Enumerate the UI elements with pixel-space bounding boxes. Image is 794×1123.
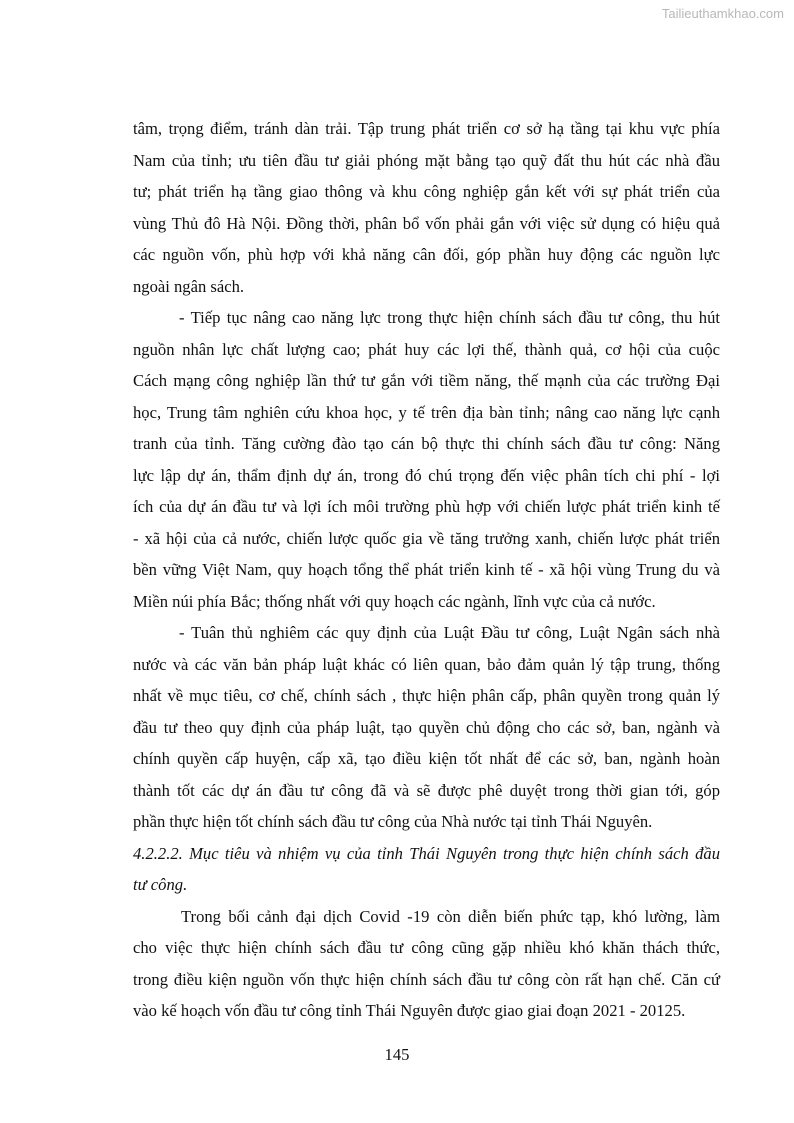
text-line: nhất về mục tiêu, cơ chế, chính sách , thực hiện phân cấp, phân quyền trong quản lý — [133, 686, 720, 705]
text-line: Trong bối cảnh đại dịch Covid -19 còn diễn biến phức tạp, khó lường, làm — [181, 906, 720, 926]
text-line: trong điều kiện nguồn vốn thực hiện chính sách đầu tư công còn rất hạn chế. Căn cứ — [133, 969, 720, 989]
text-line: ngoài ngân sách. — [133, 276, 245, 296]
page-body — [133, 113, 720, 1027]
text-line: - Tuân thủ nghiêm các quy định của Luật Đầu tư công, Luật Ngân sách nhà — [179, 623, 720, 642]
heading-line: tư công. — [133, 875, 188, 894]
text-line: lực lập dự án, thẩm định dự án, trong đó chú trọng đến việc phân tích chi phí - lợi — [133, 465, 720, 485]
text-line: tư; phát triển hạ tầng giao thông và khu công nghiệp gắn kết với sự phát triển của — [133, 182, 720, 201]
text-line: nguồn nhân lực chất lượng cao; phát huy các lợi thế, thành quả, cơ hội của cuộc — [133, 339, 720, 359]
heading-line: 4.2.2.2. Mục tiêu và nhiệm vụ của tỉnh Thái Nguyên trong thực hiện chính sách đầu — [133, 843, 720, 863]
text-line: Miền núi phía Bắc; thống nhất với quy hoạch các ngành, lĩnh vực của cả nước. — [133, 591, 656, 611]
paragraph-covid-context — [133, 901, 720, 1027]
paragraph-regional-investment — [133, 113, 720, 302]
text-line: chính quyền cấp huyện, cấp xã, tạo điều kiện tốt nhất để các sở, ban, ngành hoàn — [133, 749, 720, 768]
text-line: bền vững Việt Nam, quy hoạch tổng thể phát triển kinh tế - xã hội vùng Trung du và — [133, 560, 720, 579]
text-line: tranh của tỉnh. Tăng cường đào tạo cán bộ thực thi chính sách đầu tư công: Năng — [133, 434, 720, 453]
text-line: vào kế hoạch vốn đầu tư công tỉnh Thái Nguyên được giao giai đoạn 2021 - 20125. — [133, 1001, 686, 1020]
paragraph-legal-compliance — [133, 617, 720, 838]
text-line: Cách mạng công nghiệp lần thứ tư gắn với tiềm năng, thế mạnh của các trường Đại — [133, 371, 720, 390]
text-line: đầu tư theo quy định của pháp luật, tạo quyền chủ động cho các sở, ban, ngành và — [133, 717, 720, 737]
text-line: cho việc thực hiện chính sách đầu tư công cũng gặp nhiều khó khăn thách thức, — [133, 938, 720, 957]
text-line: tâm, trọng điểm, tránh dàn trải. Tập trung phát triển cơ sở hạ tầng tại khu vực phía — [133, 119, 720, 138]
text-line: thành tốt các dự án đầu tư công đã và sẽ được phê duyệt trong thời gian tới, góp — [133, 780, 720, 800]
paragraph-capacity-building — [133, 302, 720, 617]
text-line: Nam của tỉnh; ưu tiên đầu tư giải phóng mặt bằng tạo quỹ đất thu hút các nhà đầu — [133, 150, 720, 170]
text-line: ích của dự án đầu tư và lợi ích môi trường phù hợp với chiến lược phát triển kinh tế — [133, 497, 720, 516]
text-line: nước và các văn bản pháp luật khác có liên quan, bảo đảm quản lý tập trung, thống — [133, 654, 720, 674]
watermark-text: Tailieuthamkhao.com — [661, 6, 784, 21]
section-heading — [133, 838, 720, 901]
text-line: phần thực hiện tốt chính sách đầu tư công của Nhà nước tại tỉnh Thái Nguyên. — [133, 812, 653, 831]
text-line: - xã hội của cả nước, chiến lược quốc gia về tăng trưởng xanh, chiến lược phát triển — [133, 528, 720, 548]
page-number: 145 — [384, 1045, 410, 1064]
text-line: học, Trung tâm nghiên cứu khoa học, y tế trên địa bàn tỉnh; nâng cao năng lực cạnh — [133, 402, 720, 422]
text-line: vùng Thủ đô Hà Nội. Đồng thời, phân bổ vốn phải gắn với việc sử dụng có hiệu quả — [133, 213, 720, 233]
text-line: các nguồn vốn, phù hợp với khả năng cân đối, góp phần huy động các nguồn lực — [133, 245, 720, 264]
text-line: - Tiếp tục nâng cao năng lực trong thực hiện chính sách đầu tư công, thu hút — [179, 308, 720, 327]
